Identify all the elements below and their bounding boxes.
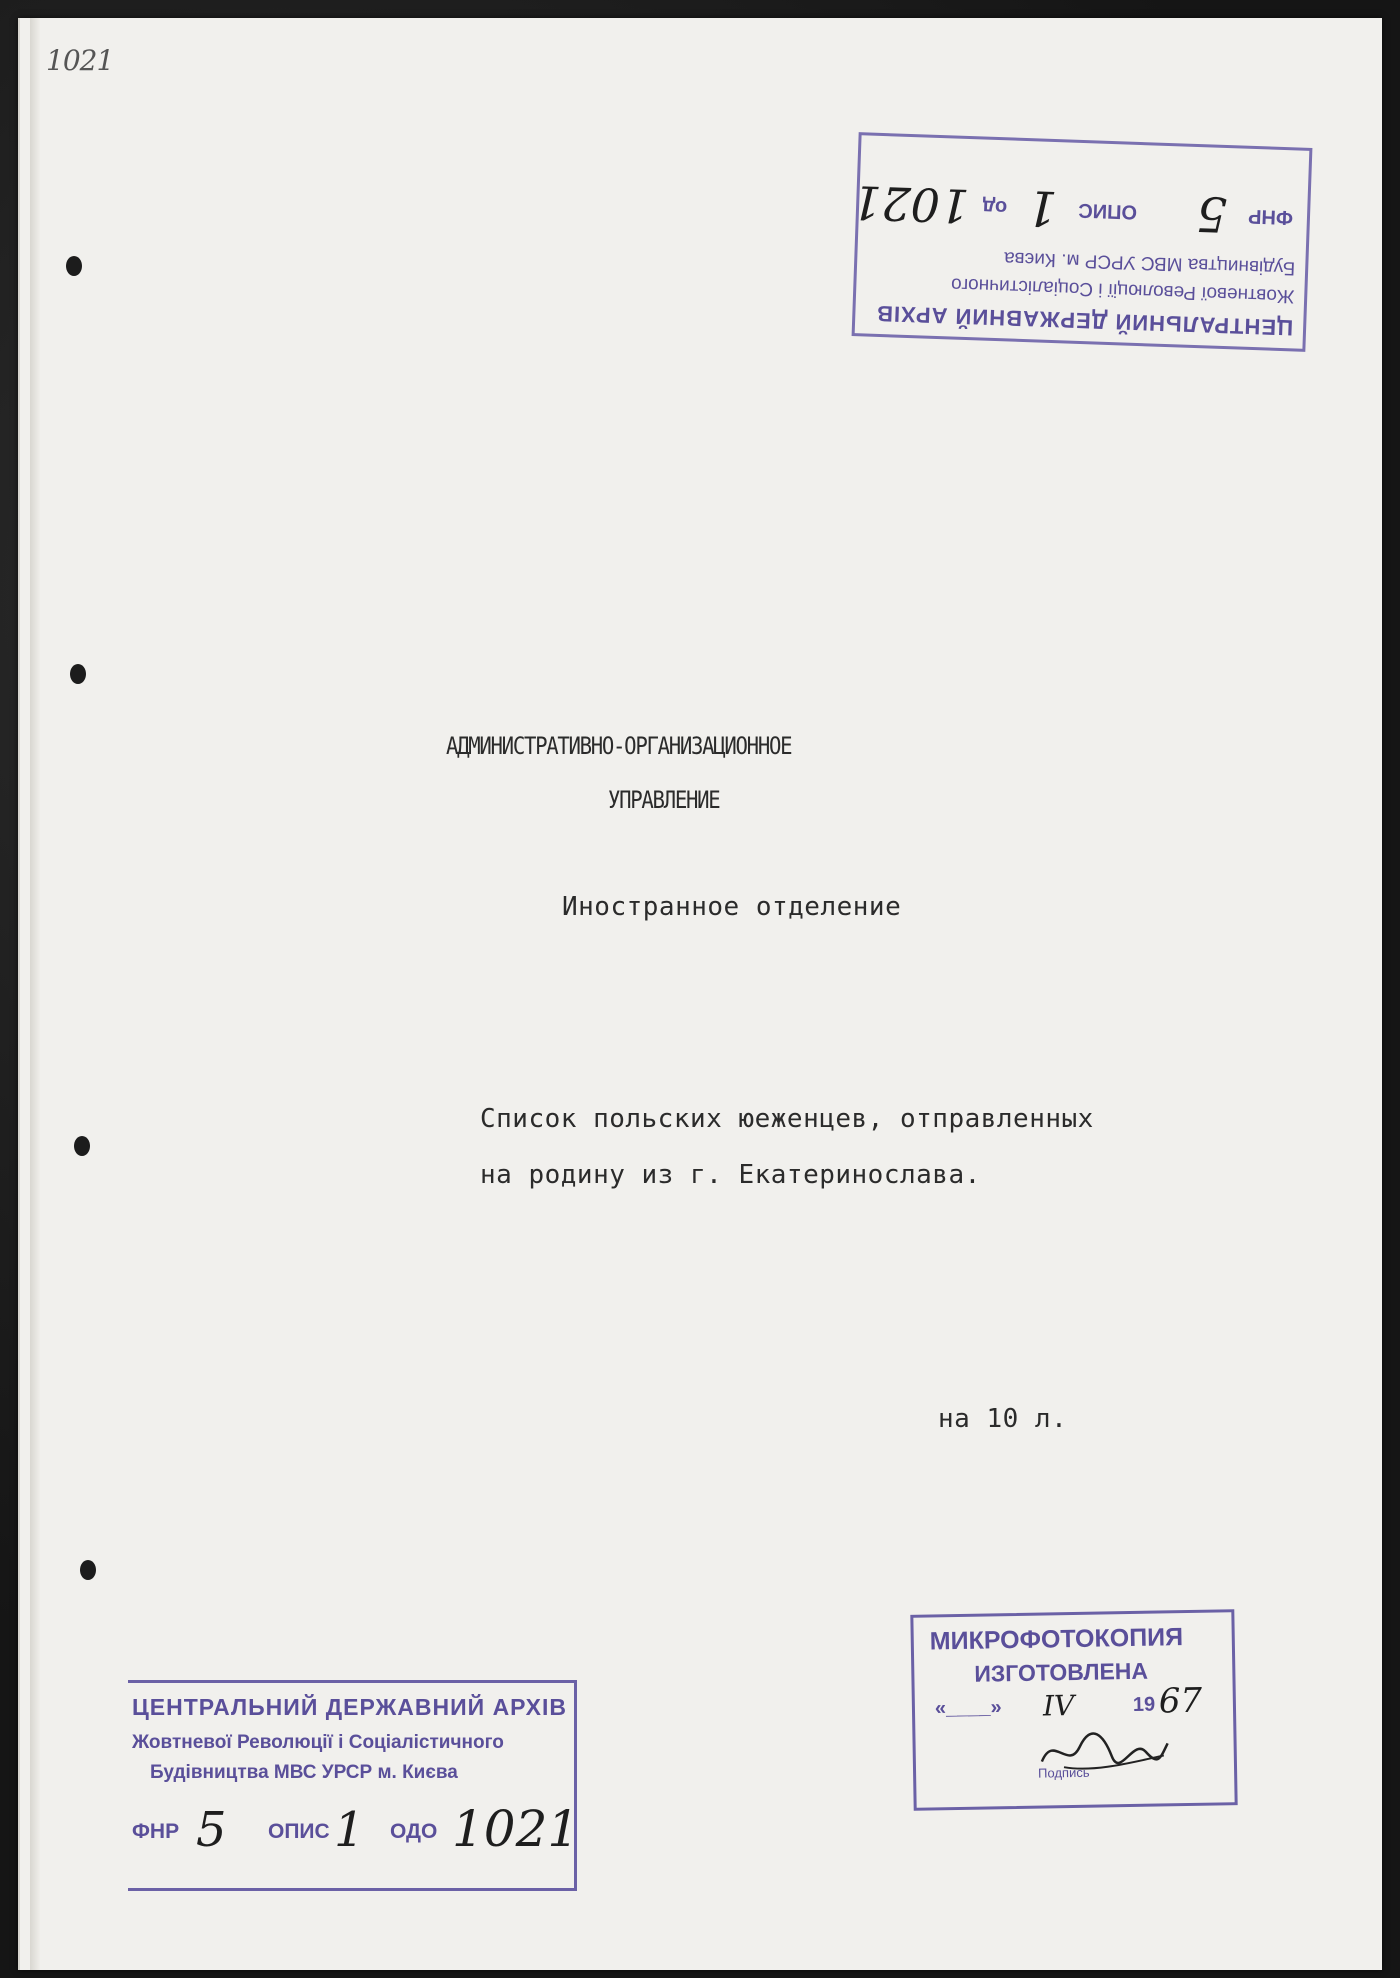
- stamp-opis-value: 1: [334, 1802, 365, 1858]
- microfilm-date-day: «____»: [934, 1696, 1002, 1720]
- stamp-fond-value: 5: [196, 1802, 227, 1858]
- stamp-fond-label: ФНР: [1247, 204, 1294, 229]
- stamp-delo-label: од: [982, 195, 1008, 219]
- microfilm-subtitle: ИЗГОТОВЛЕНА: [974, 1657, 1149, 1687]
- list-title-line-1: Список польских юеженцев, отправленных: [480, 1104, 1094, 1134]
- stamp-opis-label: ОПИС: [1077, 198, 1138, 223]
- punch-hole: [70, 664, 86, 684]
- microfilm-date-year-suffix: 67: [1158, 1680, 1203, 1722]
- stamp-archive-name: ЦЕНТРАЛЬНИЙ ДЕРЖАВНИЙ АРХІВ: [875, 300, 1294, 341]
- punch-hole: [66, 256, 82, 276]
- microfilm-date-year-prefix: 19: [1132, 1693, 1156, 1716]
- stamp-delo-value: 1021: [851, 174, 971, 234]
- stamp-archive-name: ЦЕНТРАЛЬНИЙ ДЕРЖАВНИЙ АРХІВ: [132, 1694, 567, 1720]
- archive-stamp-bottom: [128, 1680, 580, 1891]
- stamp-opis-value: 1: [1025, 179, 1059, 237]
- stamp-archive-subtitle: Жовтневої Революції і Соціалістичного: [132, 1732, 504, 1753]
- stamp-fond-label: ФНР: [132, 1820, 180, 1843]
- microfilm-date-month: IV: [1042, 1688, 1075, 1723]
- department-name: Иностранное отделение: [562, 892, 902, 922]
- microfilm-stamp: [910, 1609, 1237, 1811]
- page-binding-edge: [30, 18, 40, 1970]
- punch-hole: [80, 1560, 96, 1580]
- margin-folio-number: 1021: [46, 44, 114, 77]
- list-title-line-2: на родину из г. Екатеринослава.: [480, 1160, 981, 1190]
- archive-stamp-top: [852, 132, 1313, 352]
- stamp-archive-subtitle: Будівництва МВС УРСР м. Києва: [150, 1762, 458, 1783]
- stamp-delo-label: ОДО: [390, 1820, 438, 1843]
- punch-hole: [74, 1136, 90, 1156]
- stamp-fond-value: 5: [1195, 184, 1229, 243]
- stamp-delo-value: 1021: [452, 1800, 580, 1858]
- page-count: на 10 л.: [938, 1404, 1068, 1434]
- stamp-opis-label: ОПИС: [268, 1820, 330, 1843]
- document-heading-line-1: АДМИНИСТРАТИВНО-ОРГАНИЗАЦИОННОЕ: [446, 732, 792, 760]
- document-heading-line-2: УПРАВЛЕНИЕ: [608, 786, 720, 814]
- microfilm-title: МИКРОФОТОКОПИЯ: [929, 1623, 1184, 1656]
- stamp-archive-subtitle: Будівництва МВС УРСР м. Києва: [1003, 247, 1296, 279]
- microfilm-signature-label: Подпись: [1037, 1764, 1090, 1781]
- stamp-archive-subtitle: Жовтневої Революції і Соціалістичного: [950, 273, 1295, 307]
